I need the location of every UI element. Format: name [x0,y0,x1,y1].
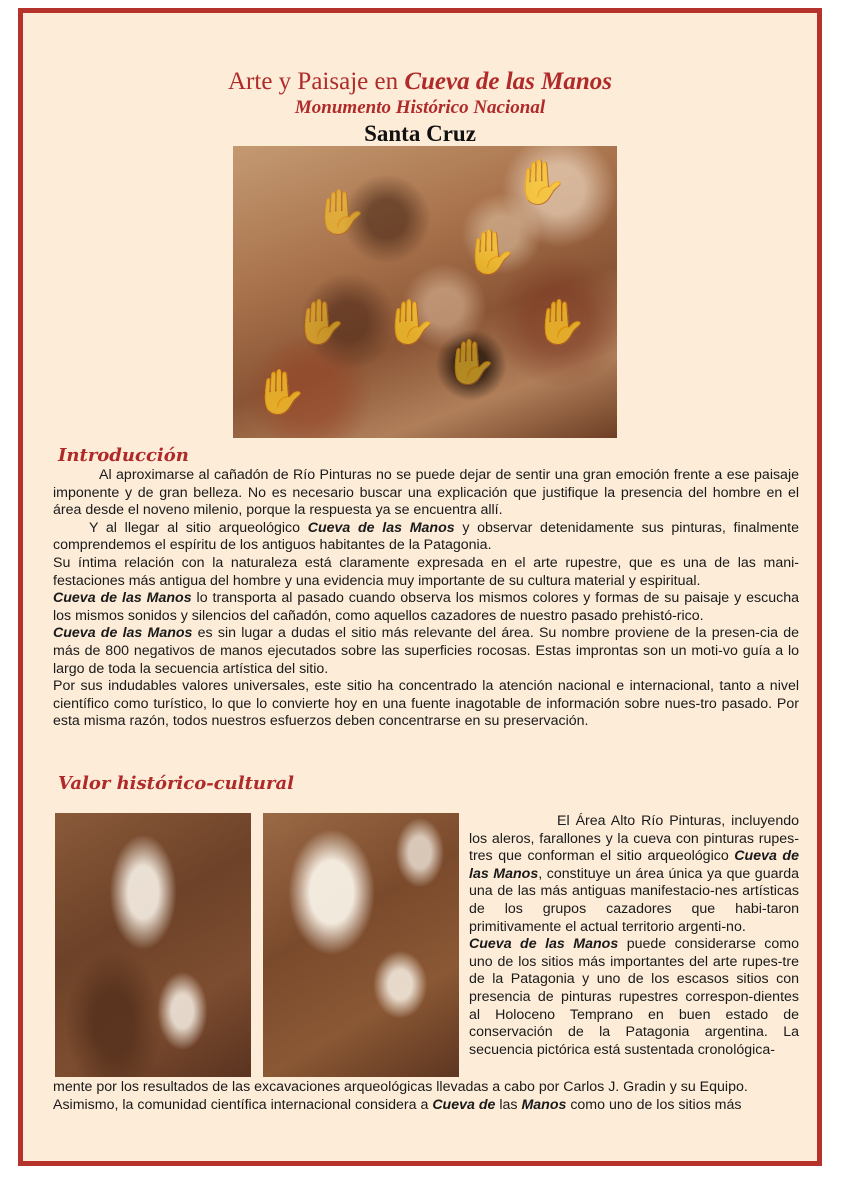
valor-paragraph: Asimismo, la comunidad científica internacional considera a Cueva de las Manos como uno de los sitios más [53,1096,742,1113]
hand-stencil-icon: ✋ [533,297,588,348]
valor-text-full [53,1079,799,1114]
intro-paragraph: Cueva de las Manos lo transporta al pasado cuando observa los mismos colores y formas de su paisaje y escucha los mismos sonidos y silencios del cañadón, como aquellos cazadores de nuestro pasado prehistó-rico. [53,590,799,624]
hand-stencil-icon: ✋ [463,227,518,278]
intro-paragraph: Y al llegar al sitio arqueológico Cueva de las Manos y observar detenidamente sus pinturas, finalmente comprendemos el espíritu de los antiguos habitantes de la Patagonia. [53,519,799,554]
intro-paragraph: Por sus indudables valores universales, este sitio ha concentrado la atención nacional e internacional, tanto a nivel científico como turístico, lo que lo convierte hoy en una fuente inagotable de información sobre nues-tro pasado. Por esta misma razón, todos nuestros esfuerzos deben concentrarse en su preservación. [53,678,799,730]
rock-art-photo-left [55,813,251,1077]
region-title: Santa Cruz [364,121,476,146]
hand-stencil-icon: ✋ [443,337,498,388]
page-subtitle: Monumento Histórico Nacional [294,97,546,118]
rock-art-photo-right [263,813,459,1077]
cave-hands-photo [233,146,617,438]
page-frame [18,8,822,1166]
hand-stencil-icon: ✋ [253,367,308,418]
intro-paragraph: Cueva de las Manos es sin lugar a dudas el sitio más relevante del área. Su nombre proviene de la presen-cia de más de 800 negativos de manos ejecutados sobre las superficies rocosas. Estas improntas son un moti-vo guía a lo largo de toda la secuencia artística del sitio. [53,625,799,677]
valor-text-column [469,813,799,1059]
title-block [23,67,817,149]
valor-paragraph: Cueva de las Manos puede considerarse como uno de los sitios más importantes del arte rupes-tre de la Patagonia y uno de los escasos sitios con presencia de pinturas rupestres correspon-dientes al Holoceno Temprano en buen estado de conservación de la Patagonia argentina. La secuencia pictórica está sustentada cronológica- [469,936,799,1058]
hand-stencil-icon: ✋ [383,297,438,348]
intro-paragraph: Su íntima relación con la naturaleza está claramente expresada en el arte rupestre, que es una de las mani-festaciones más antigua del hombre y una evidencia muy importante de su cultura material y espiritual. [53,554,799,589]
hand-stencil-icon: ✋ [513,157,568,208]
valor-paragraph: mente por los resultados de las excavaciones arqueológicas llevadas a cabo por Carlos J. Gradin y su Equipo. [53,1079,748,1095]
hand-stencil-icon: ✋ [313,187,368,238]
intro-heading: Introducción [58,445,189,466]
valor-heading: Valor histórico-cultural [58,773,294,794]
valor-paragraph: El Área Alto Río Pinturas, incluyendo los aleros, farallones y la cueva con pinturas rupes-tres que conforman el sitio arqueológico Cueva de las Manos, constituye un área única ya que guarda una de las más antiguas manifestacio-nes artísticas de los grupos cazadores que habi-taron primitivamente el actual territorio argenti-no. [469,813,799,935]
intro-paragraph: Al aproximarse al cañadón de Río Pinturas no se puede dejar de sentir una gran emoción frente a ese paisaje imponente y de gran belleza. No es necesario buscar una explicación que justifique la presencia del hombre en el área desde el noveno milenio, porque la respuesta ya se encuentra allí. [53,467,799,519]
intro-text [53,467,799,731]
hand-stencil-icon: ✋ [293,297,348,348]
title-emphasis: Cueva de las Manos [404,68,612,95]
page-title: Arte y Paisaje en Cueva de las Manos [228,68,612,95]
